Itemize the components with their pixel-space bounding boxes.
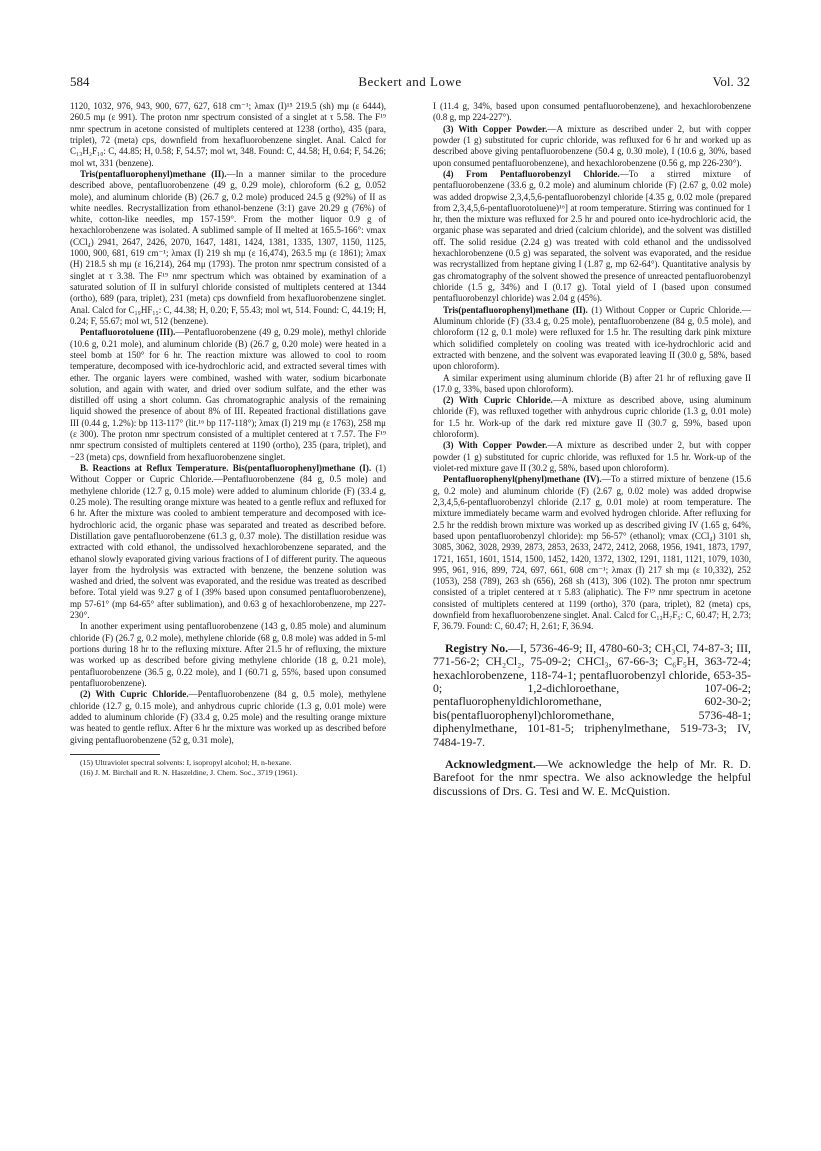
- registry-text: —I, 5736-46-9; II, 4780-60-3; CH₃Cl, 74-87-3; III, 771-56-2; CH₂Cl₂, 75-09-2; CHCl₃, 67-66-3; C₆F₅H, 363-72-4; hexachlorobenzene, 118-74-1; pentafluorobenzyl chloride, 653-35-0; 1,2-dichloroethane, 107-06-2; pentafluorophenyldichloromethane, 602-30-2; bis(pentafluorophenyl)chloromethane, 5736-48-1; diphenylmethane, 101-81-5; triphenylmethane, 519-73-3; IV, 7484-19-7.: [433, 640, 751, 749]
- paragraph: (3) With Copper Powder.—A mixture as described under 2, but with copper powder (1 g) substituted for cupric chloride, was refluxed for 6 hr and worked up as described above giving pentafluorobenzene (50.4 g, 0.30 mole), I (10.6 g, 30%, based upon consumed pentafluorobenzene), and hexachlorobenzene (0.56 g, mp 226-230°).: [433, 123, 751, 168]
- acknowledgment-section: [433, 758, 751, 798]
- paragraph: (3) With Copper Powder.—A mixture as described under 2, but with copper powder (1 g) substituted for cupric chloride, was refluxed for 1.5 hr. Work-up of the violet-red mixture gave II (30.2 g, 58%, based upon chloroform).: [433, 440, 751, 473]
- paragraph: (2) With Cupric Chloride.—A mixture as described above, using aluminum chloride (F), was refluxed together with anhydrous cupric chloride (1.3 g, 0.01 mole) for 1.5 hr. Work-up of the dark red mixture gave II (30.7 g, 59%, based upon chloroform).: [433, 395, 751, 440]
- paragraph: B. Reactions at Reflux Temperature. Bis(pentafluorophenyl)methane (I). (1) Without Copper or Cupric Chloride.—Pentafluorobenzene (84 g, 0.5 mole) and methylene chloride (12.7 g, 0.15 mole) were added to aluminum chloride (F) (33.4 g, 0.25 mole). The resulting orange mixture was heated to a gentle reflux and refluxed for 6 hr. After the mixture was cooled to ambient temperature and decomposed with ice-hydrochloric acid, the organic phase was separated and treated as described before. Distillation gave pentafluorobenzene (61.3 g, 0.37 mole). The distillation residue was extracted with cold ethanol, the undissolved hexachlorobenzene separated, and the ethanol slowly evaporated giving various fractions of I of different purity. The aqueous layer from the hydrolysis was extracted with benzene, the benzene solution was washed and dried, the solvent was evaporated, and the residue was treated as described before. Total yield was 9.27 g of I (39% based upon consumed pentafluorobenzene), mp 57-61° (mp 64-65° after sublimation), and 0.63 g of hexachlorobenzene, mp 227-230°.: [70, 463, 387, 621]
- page-number: 584: [70, 74, 90, 89]
- registry-heading: Registry No.: [445, 640, 509, 655]
- paragraph: A similar experiment using aluminum chloride (B) after 21 hr of refluxing gave II (17.0 g, 33%, based upon chloroform).: [433, 372, 751, 394]
- paragraph: In another experiment using pentafluorobenzene (143 g, 0.85 mole) and aluminum chloride (F) (26.7 g, 0.2 mole), methylene chloride (68 g, 0.8 mole) was added in 5-ml portions during 18 hr to the refluxing mixture. After 21.5 hr of refluxing, the mixture was worked up as described before giving methylene chloride (18 g, 0.21 mole), pentafluorobenzene (36.5 g, 0.22 mole), and I (60.71 g, 55%, based upon consumed pentafluorobenzene).: [70, 621, 386, 688]
- footnote-divider: [70, 754, 160, 755]
- paragraph: (2) With Cupric Chloride.—Pentafluorobenzene (84 g, 0.5 mole), methylene chloride (12.7 g, 0.15 mole), and anhydrous cupric chloride (1.3 g, 0.01 mole) were added to aluminum chloride (F) (33.4 g, 0.25 mole) and the resulting orange mixture was heated to gentle reflux. After 6 hr the mixture was worked up as described before giving pentafluorobenzene (52 g, 0.31 mole),: [70, 689, 386, 745]
- footnote: (16) J. M. Birchall and R. N. Haszeldine, J. Chem. Soc., 3719 (1961).: [80, 767, 298, 777]
- paragraph: I (11.4 g, 34%, based upon consumed pentafluorobenzene), and hexachlorobenzene (0.8 g, mp 224-227°).: [433, 101, 751, 123]
- paragraph: Pentafluorotoluene (III).—Pentafluorobenzene (49 g, 0.29 mole), methyl chloride (10.6 g, 0.21 mole), and aluminum chloride (B) (26.7 g, 0.20 mole) were heated in a steel bomb at 150° for 6 hr. The reaction mixture was allowed to cool to room temperature, decomposed with ice-hydrochloric acid, and extracted several times with ether. The organic layers were combined, washed with water, sodium bicarbonate solution, and again with water, and dried over sodium sulfate, and the ether was distilled off using a short column. Gas chromatographic analysis of the remaining liquid showed the presence of about 8% of III. Repeated fractional distillations gave III (0.44 g, 1.2%): bp 113-117° (lit.¹⁶ bp 117-118°); λmax (I) 219 mμ (ε 1763), 258 mμ (ε 300). The proton nmr spectrum consisted of a multiplet centered at τ 7.57. The F¹⁹ nmr spectrum consisted of multiplets centered at 1190 (ortho), 235 (para, triplet), and −23 (meta) cps, downfield from hexafluorobenzene singlet.: [70, 327, 387, 462]
- registry-section: [433, 642, 751, 749]
- page-header: [70, 74, 750, 92]
- left-column: [70, 101, 386, 778]
- volume-label: Vol. 32: [712, 74, 750, 89]
- paragraph: (4) From Pentafluorobenzyl Chloride.—To a stirred mixture of pentafluorobenzene (33.6 g, 0.2 mole) and aluminum chloride (F) (2.67 g, 0.02 mole) was added dropwise 2,3,4,5,6-pentafluorobenzyl chloride [4.35 g, 0.02 mole (prepared from 2,3,4,5,6-pentafluorotoluene)¹⁶] at room temperature. Stirring was continued for 1 hr, then the mixture was refluxed for 2.5 hr and poured onto ice-hydrochloric acid, the organic phase was separated and dried (calcium chloride), and the solvent was distilled off. The solid residue (2.24 g) was treated with cold ethanol and the undissolved hexachlorobenzene (0.5 g) was separated, the solvent was evaporated, and the residue was recrystallized from heptane giving I (1.87 g, mp 62-64°). Quantitative analysis by gas chromatography of the solvent showed the presence of unreacted pentafluorobenzyl chloride (1.5 g, 34%) and I (0.17 g). Total yield of I (based upon consumed pentafluorobenzyl chloride) was 2.04 g (45%).: [433, 168, 751, 304]
- paragraph: Tris(pentafluorophenyl)methane (II). (1) Without Copper or Cupric Chloride.—Aluminum chloride (F) (33.4 g, 0.25 mole), pentafluorobenzene (84 g, 0.5 mole), and chloroform (12 g, 0.1 mole) were refluxed for 1.5 hr. The resulting dark pink mixture which solidified completely on cooling was treated with ice-hydrochloric acid and extracted with benzene, and the solvent was evaporated leaving II (30.0 g, 58%, based upon chloroform).: [433, 304, 751, 372]
- acknowledgment-heading: Acknowledgment.: [445, 756, 536, 771]
- running-title: Beckert and Lowe: [358, 74, 462, 89]
- right-column: [433, 101, 751, 798]
- paragraph: Tris(pentafluorophenyl)methane (II).—In a manner similar to the procedure described above, pentafluorobenzene (49 g, 0.29 mole), chloroform (6.2 g, 0.052 mole), and aluminum chloride (B) (26.7 g, 0.2 mole) produced 24.5 g (92%) of II as white needles. Recrystallization from ethanol-benzene (3:1) gave 20.29 g (76%) of white, cotton-like needles, mp 157-159°. From the mother liquor 0.9 g of hexachlorobenzene was isolated. A sublimed sample of II melted at 165.5-166°: νmax (CCl₄) 2941, 2647, 2426, 2070, 1647, 1481, 1424, 1381, 1335, 1307, 1150, 1125, 1000, 900, 681, 619 cm⁻¹; λmax (I) 219 sh mμ (ε 16,474), 263.5 mμ (ε 1861); λmax (H) 218.5 sh mμ (ε 16,214), 264 mμ (1793). The proton nmr spectrum consisted of a singlet at τ 3.38. The F¹⁹ nmr spectrum which was obtained by examination of a saturated solution of II in sulfuryl chloride consisted of multiplets centered at 1344 (ortho), 689 (para, triplet), 231 (meta) cps downfield from hexafluorobenzene singlet. Anal. Calcd for C₁₉HF₁₅: C, 44.38; H, 0.20; F, 55.43; mol wt, 514. Found: C, 44.19; H, 0.24; F, 55.67; mol wt, 512 (benzene).: [70, 168, 386, 326]
- paragraph: Pentafluorophenyl(phenyl)methane (IV).—To a stirred mixture of benzene (15.6 g, 0.2 mole) and aluminum chloride (F) (2.67 g, 0.02 mole) was added dropwise 2,3,4,5,6-pentafluorobenzyl chloride (2.17 g, 0.01 mole) at room temperature. The mixture immediately became warm and evolved hydrogen chloride. After refluxing for 2.5 hr the reddish brown mixture was worked up as described giving IV (1.65 g, 64%, based upon pentafluorobenzyl chloride): mp 56-57° (ethanol); νmax (CCl₄) 3101 sh, 3085, 3062, 3028, 2939, 2873, 2853, 2633, 2472, 2412, 2068, 1956, 1941, 1873, 1797, 1721, 1651, 1601, 1514, 1500, 1452, 1420, 1372, 1302, 1291, 1181, 1121, 1079, 1030, 995, 961, 916, 899, 724, 697, 661, 608 cm⁻¹; λmax (I) 217 sh mμ (ε 10,332), 252 (1053), 258 (789), 263 sh (656), 268 sh (413), 306 (102). The proton nmr spectrum consisted of a triplet centered at τ 5.83 (aliphatic). The F¹⁹ nmr spectrum in acetone consisted of multiplets centered at 1199 (ortho), 370 (para, triplet), 82 (meta) cps, downfield from hexafluorobenzene singlet. Anal. Calcd for C₁₃H₇F₅: C, 60.47; H, 2.73; F, 36.79. Found: C, 60.47; H, 2.61; F, 36.94.: [433, 474, 751, 632]
- acknowledgment-text: —We acknowledge the help of Mr. R. D. Barefoot for the nmr spectra. We also acknowledge the helpful discussions of Drs. G. Tesi and W. E. McQuistion.: [433, 756, 751, 798]
- footnote: (15) Ultraviolet spectral solvents: I, isopropyl alcohol; H, n-hexane.: [80, 757, 292, 767]
- paragraph: 1120, 1032, 976, 943, 900, 677, 627, 618 cm⁻¹; λmax (I)¹⁵ 219.5 (sh) mμ (ε 6444), 260.5 mμ (ε 991). The proton nmr spectrum consisted of a singlet at τ 5.58. The F¹⁹ nmr spectrum in acetone consisted of multiplets centered at 1238 (ortho), 435 (para, triplet), 72 (meta) cps, downfield from hexafluorobenzene singlet. Anal. Calcd for C₁₃H₂F₁₀: C, 44.85; H, 0.58; F, 54.57; mol wt, 348. Found: C, 44.58; H, 0.64; F, 54.26; mol wt, 331 (benzene).: [70, 101, 386, 168]
